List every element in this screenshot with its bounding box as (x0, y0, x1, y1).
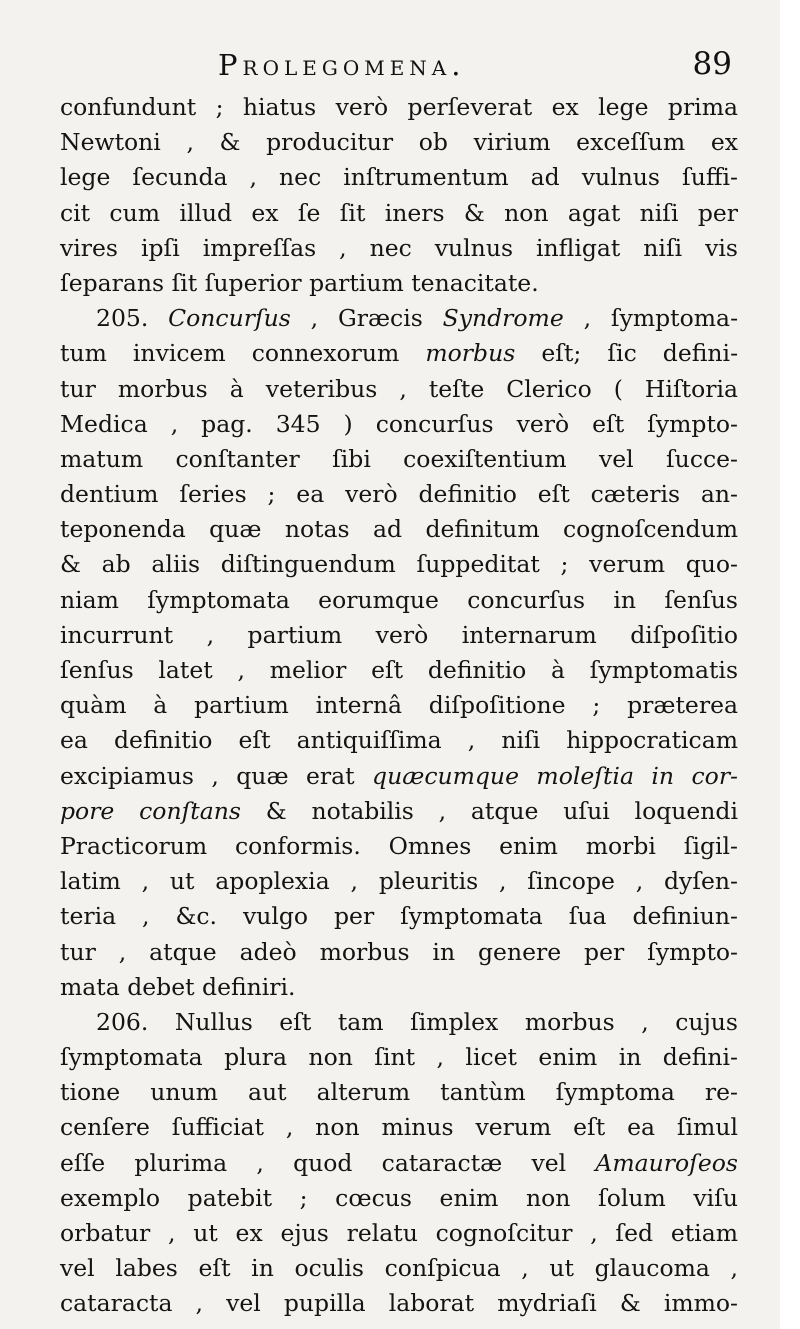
text-line (60, 1216, 738, 1251)
text-run: ea definitio eſt antiquiſſima , niſi hippocraticam (60, 726, 738, 755)
text-line (60, 723, 738, 758)
text-run: Medica , pag. 345 ) concurſus verò eſt ſympto- (60, 409, 738, 438)
text-line (60, 1110, 738, 1145)
text-run: teponenda quæ notas ad definitum cognoſcendum (60, 515, 738, 544)
text-line (60, 196, 738, 231)
text-run: vel labes eſt in oculis conſpicua , ut glaucoma , (60, 1254, 738, 1283)
text-line (60, 1075, 738, 1110)
text-line (60, 899, 738, 934)
text-run: dentium ſeries ; ea verò definitio eſt cæteris an- (60, 480, 738, 509)
text-run: lege ſecunda , nec inſtrumentum ad vulnus ſuffi- (60, 163, 738, 192)
text-line (60, 583, 738, 618)
text-run: mata debet definiri. (60, 972, 296, 1001)
text-run: exemplo patebit ; cœcus enim non ſolum viſu (60, 1183, 738, 1212)
text-run: orbatur , ut ex ejus relatu cognoſcitur , ſed etiam (60, 1219, 738, 1247)
text-line (60, 160, 738, 195)
text-line (60, 653, 738, 688)
text-run: tione unum aut alterum tantùm ſymptoma re- (60, 1078, 738, 1107)
text-line (60, 935, 738, 970)
italic-text-run: Amauroſeos (595, 1148, 738, 1177)
text-line (60, 1005, 738, 1040)
text-line (60, 794, 738, 829)
text-line (60, 90, 738, 125)
text-run: tur morbus à veteribus , teſte Clerico ( Hiſtoria (60, 374, 738, 403)
text-run: Newtoni , & producitur ob virium exceſſum ex (60, 128, 738, 157)
running-head (200, 42, 760, 88)
text-line (60, 231, 738, 266)
italic-text-run: quæcumque moleſtia in cor- (372, 761, 738, 790)
text-run: teria , &c. vulgo per ſymptomata ſua definiun- (60, 902, 738, 931)
text-line (60, 442, 738, 477)
text-line (60, 1251, 738, 1286)
text-line (60, 407, 738, 442)
text-run: , Græcis (290, 304, 443, 333)
text-run: , ſymptoma- (563, 304, 739, 333)
text-run: 206. Nullus eſt tam ſimplex morbus , cujus (96, 1007, 738, 1036)
text-run: cataracta , vel pupilla laborat mydriaſi & immo- (60, 1289, 738, 1318)
text-run: vires ipſi impreſſas , nec vulnus infligat niſi vis (60, 233, 738, 262)
text-line (60, 970, 738, 1005)
text-line (60, 688, 738, 723)
text-line (60, 547, 738, 582)
text-run: ſeparans ſit ſuperior partium tenacitate. (60, 268, 539, 297)
text-line (60, 1040, 738, 1075)
text-line (60, 125, 738, 160)
text-run: ſenſus latet , melior eſt definitio à ſymptomatis (60, 656, 738, 684)
text-run: & notabilis , atque uſui loquendi (240, 796, 738, 825)
italic-text-run: Syndrome (442, 304, 564, 333)
text-line (60, 512, 738, 547)
text-line (60, 477, 738, 512)
text-line (60, 1286, 738, 1321)
text-run: Practicorum conformis. Omnes enim morbi ſigil- (60, 831, 738, 860)
text-line (60, 372, 738, 407)
text-run: tum invicem connexorum (60, 339, 426, 368)
text-run: & ab aliis diſtinguendum ſuppeditat ; verum quo- (60, 550, 738, 579)
text-run: latim , ut apoplexia , pleuritis , ſincope , dyſen- (60, 867, 738, 896)
italic-text-run: pore conſtans (60, 796, 241, 825)
body-text (60, 90, 738, 1322)
text-line (60, 266, 738, 301)
text-line (60, 618, 738, 653)
page-edge-margin (780, 0, 800, 1329)
text-run: matum conſtanter ſibi coexiſtentium vel ſucce- (60, 444, 738, 473)
page-number: 89 (692, 46, 732, 82)
running-head-title: Prolegomena. (218, 48, 466, 82)
text-line (60, 829, 738, 864)
text-run: confundunt ; hiatus verò perſeverat ex lege prima (60, 93, 738, 121)
text-run: excipiamus , quæ erat (60, 761, 373, 790)
text-run: tur , atque adeò morbus in genere per ſympto- (60, 937, 738, 966)
text-line (60, 1146, 738, 1181)
text-run: quàm à partium internâ diſpoſitione ; præterea (60, 691, 738, 720)
italic-text-run: morbus (425, 339, 516, 368)
text-line (60, 1181, 738, 1216)
text-run: cenſere ſufficiat , non minus verum eſt ea ſimul (60, 1113, 738, 1142)
text-run: eſt; ſic defini- (515, 339, 739, 368)
italic-text-run: Concurſus (168, 304, 291, 333)
text-line (60, 336, 738, 371)
text-line (60, 864, 738, 899)
text-run: ſymptomata plura non ſint , licet enim in defini- (60, 1043, 738, 1072)
text-run: niam ſymptomata eorumque concurſus in ſenſus (60, 585, 738, 614)
text-run: incurrunt , partium verò internarum diſpoſitio (60, 620, 738, 649)
text-line (60, 301, 738, 336)
text-line (60, 759, 738, 794)
text-run: cit cum illud ex ſe ſit iners & non agat niſi per (60, 198, 738, 227)
text-run: eſſe plurima , quod cataractæ vel (60, 1148, 596, 1177)
text-run: 205. (96, 304, 169, 333)
